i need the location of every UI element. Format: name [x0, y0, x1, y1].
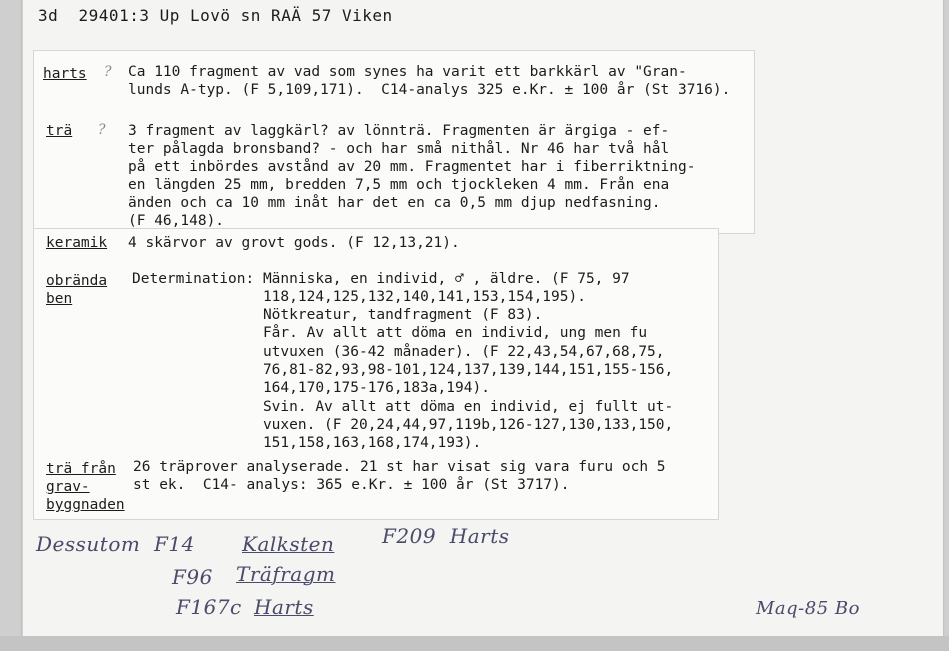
handwritten-note: Kalksten	[242, 532, 335, 556]
bones-line-6: 76,81-82,93,98-101,124,137,139,144,151,155-156,	[132, 362, 674, 378]
tra-line-4: en längden 25 mm, bredden 7,5 mm och tjockleken 4 mm. Från ena	[128, 177, 670, 193]
tra-line-1: 3 fragment av laggkärl? av lönnträ. Fragmenten är ärgiga - ef-	[128, 123, 670, 139]
label-tra: trä	[46, 123, 73, 139]
question-mark: ?	[98, 122, 106, 138]
keramik-line-1: 4 skärvor av grovt gods. (F 12,13,21).	[128, 235, 460, 251]
harts-line-1: Ca 110 fragment av vad som synes ha varit ett barkkärl av "Gran-	[128, 64, 687, 80]
handwritten-note: Harts	[254, 595, 314, 619]
handwritten-note: F167c	[176, 595, 242, 619]
bones-line-7: 164,170,175-176,183a,194).	[132, 380, 490, 396]
label-byggnaden: byggnaden	[46, 497, 125, 513]
bones-line-1: Determination: Människa, en individ, ♂ , äldre. (F 75, 97	[132, 271, 630, 287]
label-keramik: keramik	[46, 235, 108, 251]
label-tra-fran: trä från	[46, 461, 116, 477]
harts-line-2: lunds A-typ. (F 5,109,171). C14-analys 325 e.Kr. ± 100 år (St 3716).	[128, 82, 731, 98]
label-grav: grav-	[46, 479, 90, 495]
bones-line-3: Nötkreatur, tandfragment (F 83).	[132, 307, 543, 323]
tra-line-2: ter pålagda bronsband? - och har små nithål. Nr 46 har två hål	[128, 141, 670, 157]
grave-wood-line-1: 26 träprover analyserade. 21 st har visat sig vara furu och 5	[133, 459, 666, 475]
bones-line-5: utvuxen (36-42 månader). (F 22,43,54,67,68,75,	[132, 344, 665, 360]
bones-line-10: 151,158,163,168,174,193).	[132, 435, 482, 451]
bones-line-2: 118,124,125,132,140,141,153,154,195).	[132, 289, 586, 305]
handwritten-note: F96	[172, 565, 213, 589]
tra-line-6: (F 46,148).	[128, 213, 225, 229]
label-harts: harts	[43, 66, 87, 82]
question-mark: ?	[104, 64, 112, 80]
label-ben: ben	[46, 291, 73, 307]
tra-line-5: änden och ca 10 mm inåt har det en ca 0,5 mm djup nedfasning.	[128, 195, 661, 211]
grave-wood-line-2: st ek. C14- analys: 365 e.Kr. ± 100 år (St 3717).	[133, 477, 570, 493]
bones-line-8: Svin. Av allt att döma en individ, ej fullt ut-	[132, 399, 674, 415]
scan-edge	[0, 636, 949, 651]
bones-line-9: vuxen. (F 20,24,44,97,119b,126-127,130,133,150,	[132, 417, 674, 433]
tra-line-3: på ett inbördes avstånd av 20 mm. Fragmentet har i fiberriktning-	[128, 159, 696, 175]
label-obranda: obrända	[46, 273, 108, 289]
handwritten-note: F209 Harts	[382, 524, 510, 548]
handwritten-note: Dessutom F14	[36, 532, 195, 556]
handwritten-signature: Maq-85 Bo	[756, 598, 860, 619]
bones-line-4: Får. Av allt att döma en individ, ung men fu	[132, 325, 648, 341]
card-header: 3d 29401:3 Up Lovö sn RAÄ 57 Viken	[38, 6, 393, 25]
handwritten-note: Träfragm	[236, 562, 336, 586]
